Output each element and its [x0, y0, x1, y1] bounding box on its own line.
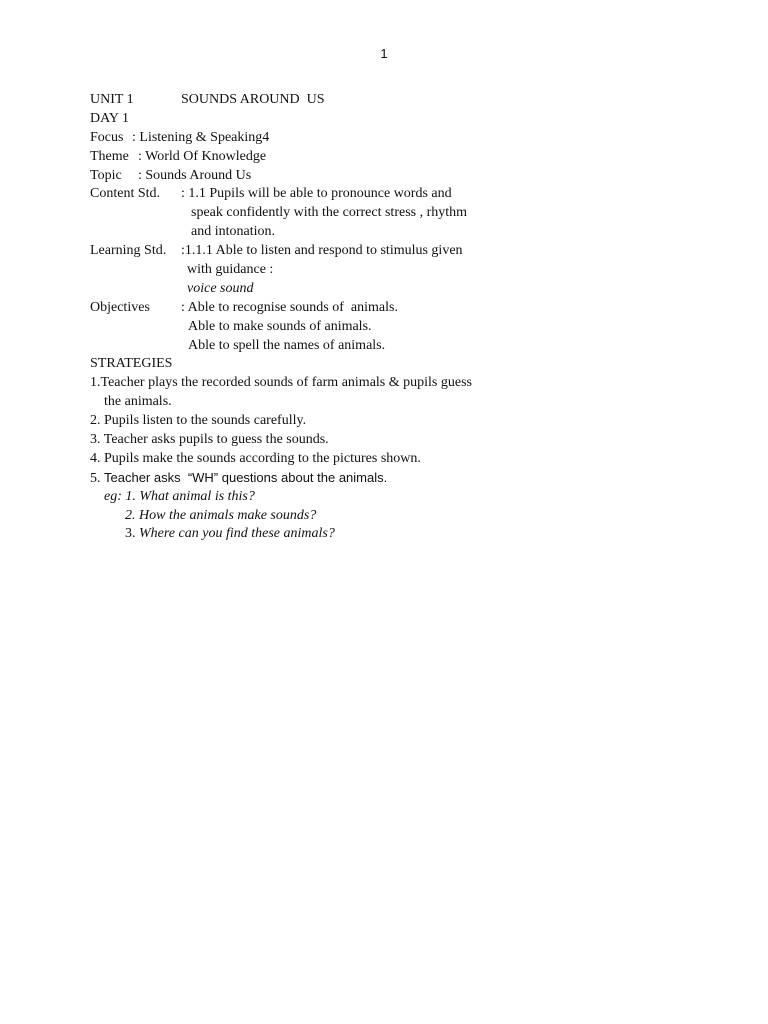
topic-line: [90, 167, 520, 186]
unit-title: SOUNDS AROUND US: [181, 92, 325, 107]
theme-value: : World Of Knowledge: [138, 148, 267, 164]
learning-std-text: with guidance :: [187, 262, 274, 278]
focus-line: [90, 129, 520, 148]
content-std-line-2: [90, 204, 520, 223]
example-line-2: [90, 507, 520, 526]
focus-value: : Listening & Speaking4: [132, 129, 270, 145]
example-3-text: Where can you find these animals?: [139, 526, 335, 542]
content-std-label: Content Std.: [90, 186, 161, 202]
strategy-item-2: 2. Pupils listen to the sounds carefully.: [90, 413, 307, 429]
topic-value: : Sounds Around Us: [138, 167, 252, 183]
page-number: 1: [380, 46, 388, 61]
strategy-text: the animals.: [104, 394, 172, 410]
strategies-heading: STRATEGIES: [90, 356, 173, 372]
content-std-text: and intonation.: [191, 224, 275, 240]
strategy-item-5: [90, 469, 520, 488]
strategy-item-5-text: Teacher asks “WH” questions about the animals.: [104, 469, 388, 485]
content-std-line-3: [90, 223, 520, 242]
example-3-number: 3.: [125, 526, 139, 542]
objectives-text: Able to spell the names of animals.: [188, 337, 386, 353]
strategy-item-1-cont: [90, 393, 520, 412]
learning-std-line-1: [90, 242, 520, 261]
learning-std-line-3: [90, 280, 520, 299]
objectives-line-2: [90, 318, 520, 337]
day-line: DAY 1: [90, 110, 130, 126]
theme-line: [90, 148, 520, 167]
strategy-item-5-number: 5.: [90, 470, 104, 486]
strategy-item-4: 4. Pupils make the sounds according to the pictures shown.: [90, 450, 421, 466]
unit-label: UNIT 1: [90, 92, 134, 107]
learning-std-label: Learning Std.: [90, 243, 167, 259]
objectives-line-1: [90, 299, 520, 318]
example-line-3: [90, 525, 520, 544]
theme-label: Theme: [90, 148, 129, 164]
example-text: 2. How the animals make sounds?: [125, 507, 317, 523]
objectives-text: Able to make sounds of animals.: [188, 318, 372, 334]
learning-std-text: :1.1.1 Able to listen and respond to stimulus given: [181, 243, 463, 259]
example-line-1: [90, 488, 520, 507]
unit-line: [90, 91, 520, 110]
lesson-plan-body: [90, 91, 520, 544]
strategy-item-3: 3. Teacher asks pupils to guess the sounds.: [90, 432, 329, 448]
focus-label: Focus: [90, 129, 124, 145]
objectives-line-3: [90, 337, 520, 356]
topic-label: Topic: [90, 167, 122, 183]
objectives-text: : Able to recognise sounds of animals.: [181, 299, 398, 315]
strategy-item-1: 1.Teacher plays the recorded sounds of farm animals & pupils guess: [90, 375, 472, 391]
learning-std-line-2: [90, 261, 520, 280]
objectives-label: Objectives: [90, 299, 150, 315]
example-text: eg: 1. What animal is this?: [104, 488, 255, 504]
learning-std-italic-text: voice sound: [187, 280, 254, 296]
content-std-text: speak confidently with the correct stress , rhythm: [191, 205, 468, 221]
content-std-text: : 1.1 Pupils will be able to pronounce words and: [181, 186, 452, 202]
content-std-line-1: [90, 185, 520, 204]
